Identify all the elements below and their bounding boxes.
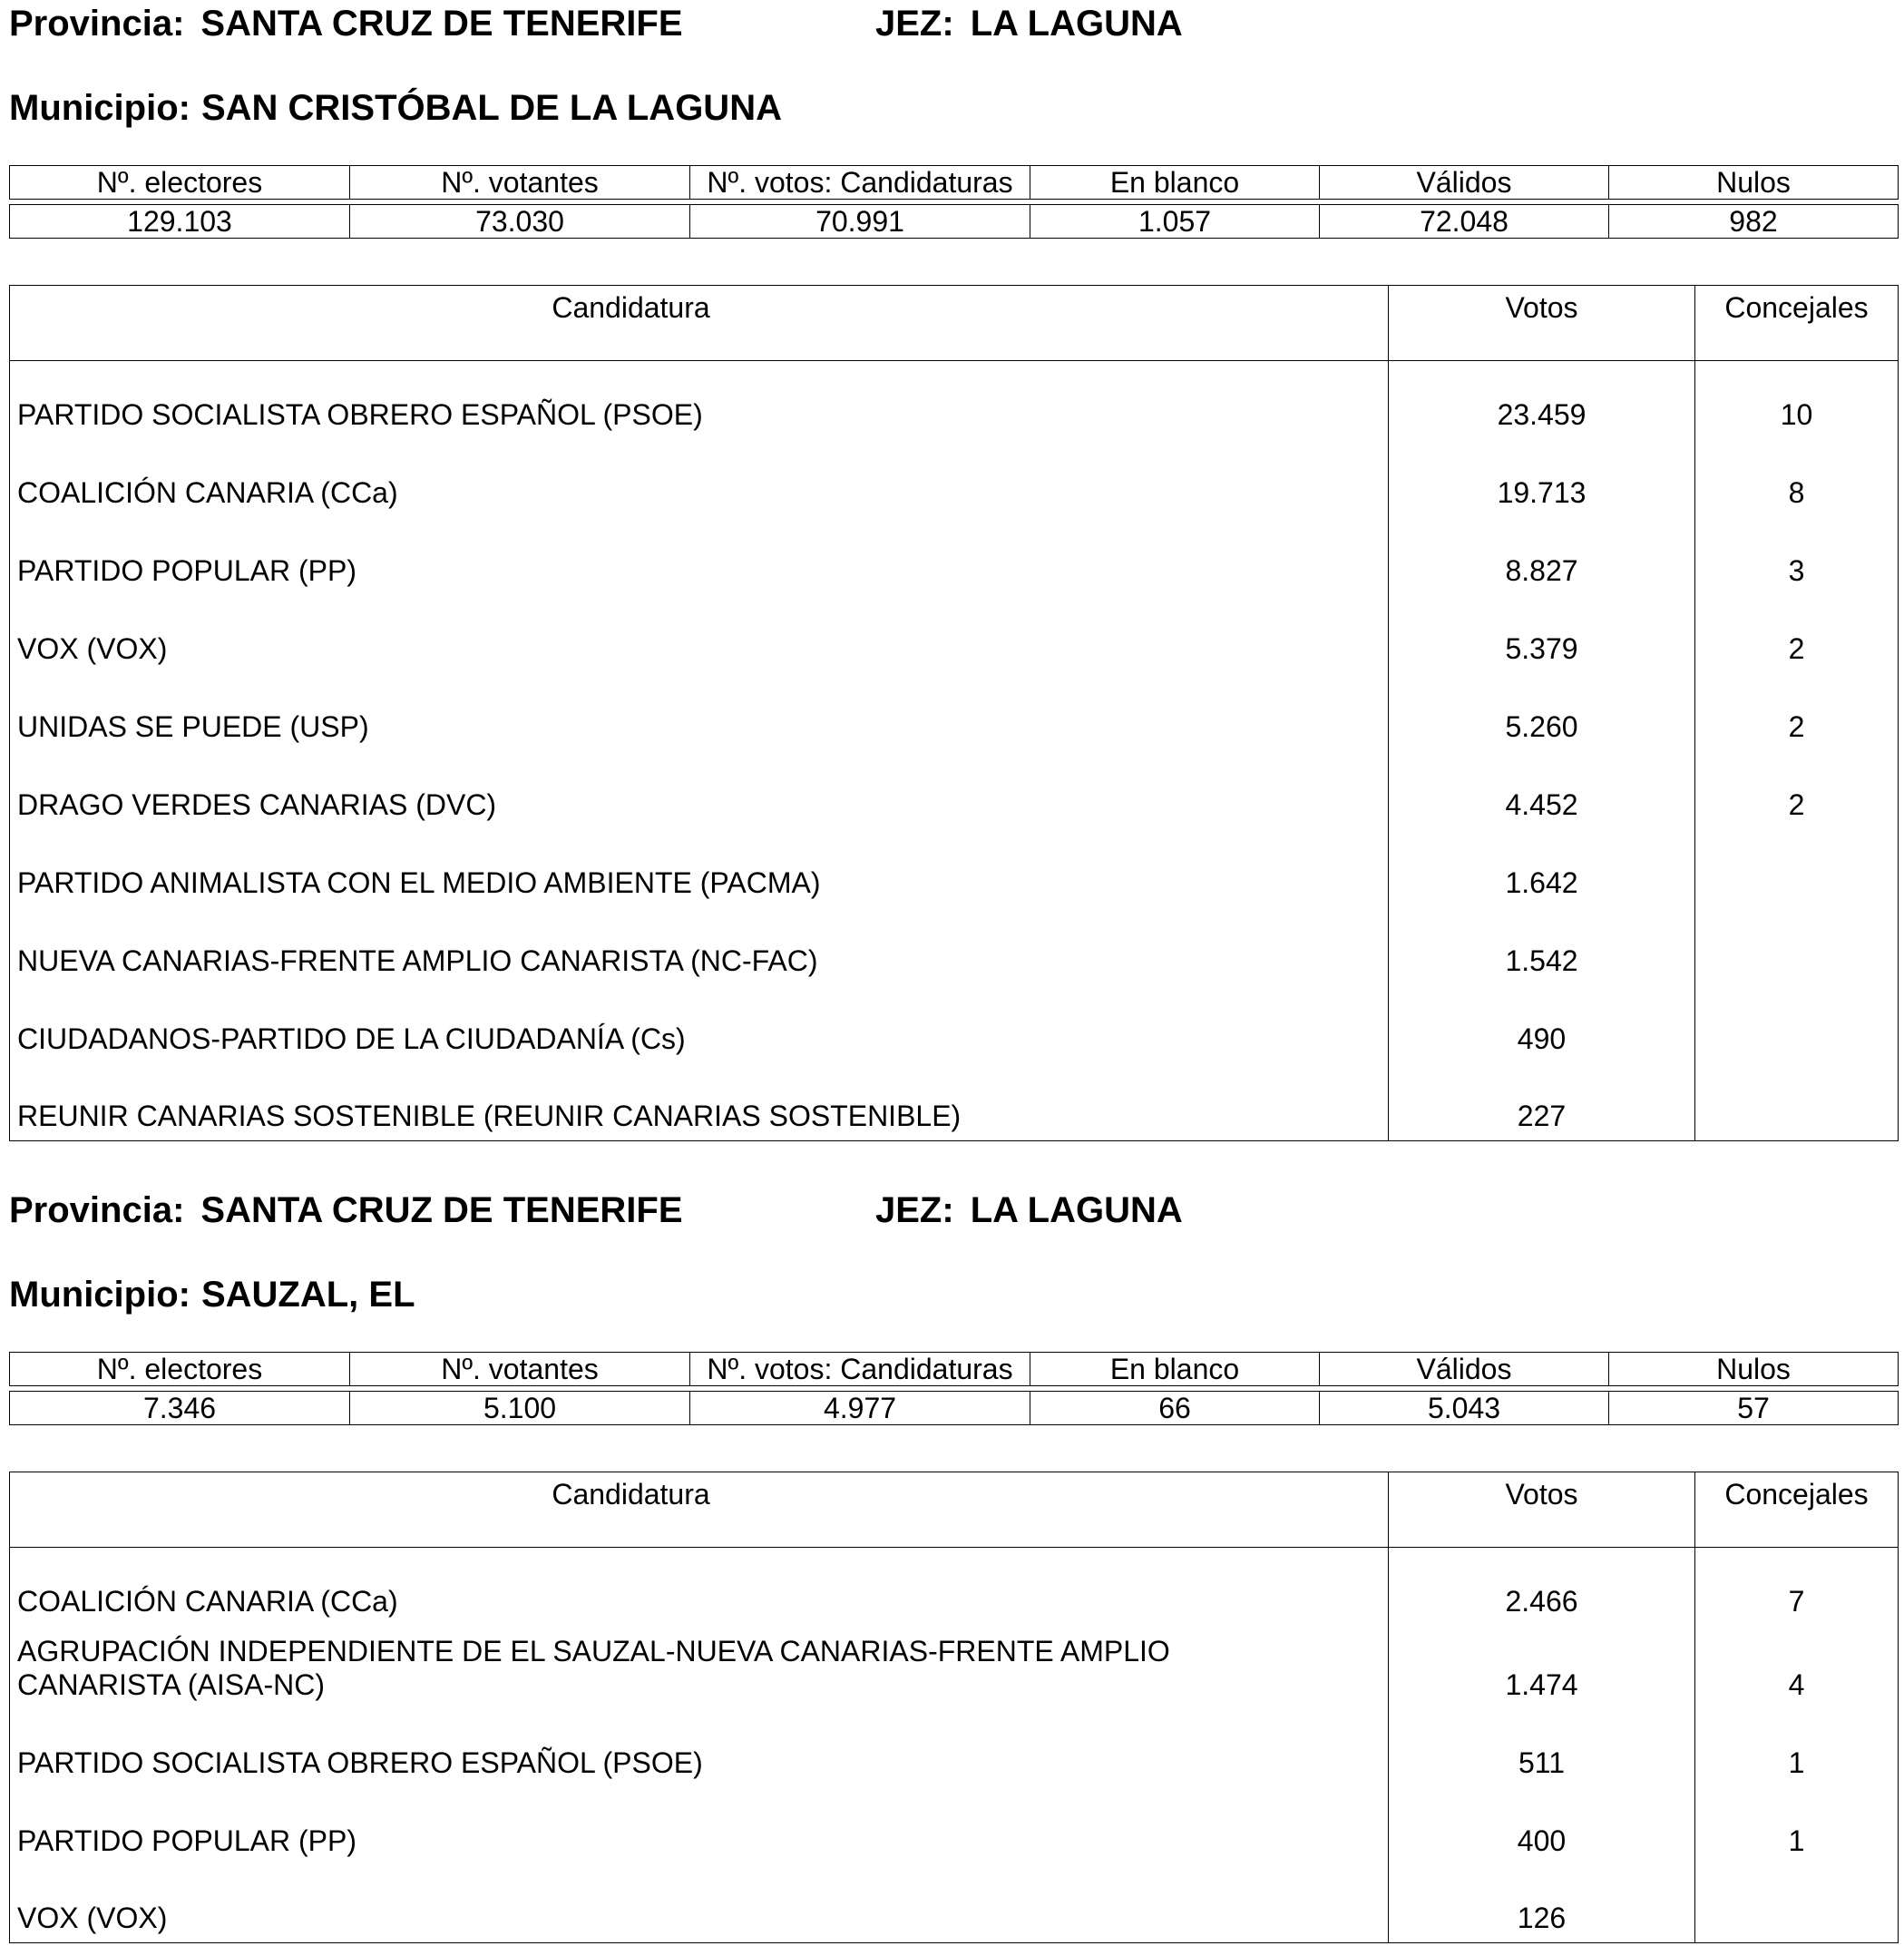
jez-label: JEZ: (875, 1190, 954, 1230)
col-header-concejales: Concejales (1695, 286, 1899, 361)
candidaturas-table (9, 285, 1899, 1141)
row-name: COALICIÓN CANARIA (CCa) (10, 1548, 1389, 1626)
row-concejales: 8 (1695, 439, 1899, 517)
row-name: AGRUPACIÓN INDEPENDIENTE DE EL SAUZAL-NUEVA CANARIAS-FRENTE AMPLIO CANARISTA (AISA-NC) (10, 1626, 1389, 1709)
provincia-label: Provincia: (9, 4, 185, 44)
stats-header-nulos: Nulos (1609, 166, 1899, 200)
row-concejales: 2 (1695, 595, 1899, 673)
table-row (10, 595, 1899, 673)
stats-table (9, 1352, 1899, 1425)
municipio-line (9, 1276, 415, 1313)
provincia-line (9, 5, 683, 42)
row-name: COALICIÓN CANARIA (CCa) (10, 439, 1389, 517)
stats-value-nulos: 982 (1609, 205, 1899, 239)
row-concejales: 10 (1695, 361, 1899, 439)
jez-line (875, 5, 1183, 42)
stats-header-votantes: Nº. votantes (350, 166, 690, 200)
row-name: PARTIDO POPULAR (PP) (10, 517, 1389, 595)
row-concejales: 2 (1695, 751, 1899, 829)
stats-header-candidaturas: Nº. votos: Candidaturas (690, 1353, 1030, 1386)
row-name: VOX (VOX) (10, 1865, 1389, 1943)
stats-value-votantes: 5.100 (350, 1392, 690, 1425)
table-row (10, 985, 1899, 1063)
stats-value-electores: 129.103 (10, 205, 350, 239)
col-header-candidatura: Candidatura (10, 286, 1389, 361)
row-name: NUEVA CANARIAS-FRENTE AMPLIO CANARISTA (NC-FAC) (10, 907, 1389, 985)
table-row (10, 439, 1899, 517)
row-votos: 5.260 (1389, 673, 1695, 751)
table-row (10, 517, 1899, 595)
municipio-label: Municipio: (9, 88, 190, 128)
row-concejales: 2 (1695, 673, 1899, 751)
row-name: UNIDAS SE PUEDE (USP) (10, 673, 1389, 751)
table-row (10, 1548, 1899, 1626)
stats-value-validos: 5.043 (1320, 1392, 1609, 1425)
municipio-value: SAUZAL, EL (200, 1275, 415, 1315)
row-concejales: 7 (1695, 1548, 1899, 1626)
row-name: PARTIDO ANIMALISTA CON EL MEDIO AMBIENTE (PACMA) (10, 829, 1389, 907)
municipio-line (9, 90, 782, 126)
row-name: VOX (VOX) (10, 595, 1389, 673)
candidaturas-table (9, 1472, 1899, 1943)
table-row (10, 361, 1899, 439)
col-header-votos: Votos (1389, 1472, 1695, 1548)
row-concejales (1695, 907, 1899, 985)
provincia-value: SANTA CRUZ DE TENERIFE (200, 4, 683, 44)
row-concejales (1695, 985, 1899, 1063)
row-votos: 5.379 (1389, 595, 1695, 673)
table-row (10, 1865, 1899, 1943)
stats-header-validos: Válidos (1320, 166, 1609, 200)
row-votos: 1.642 (1389, 829, 1695, 907)
table-row (10, 1063, 1899, 1141)
stats-header-electores: Nº. electores (10, 166, 350, 200)
row-votos: 126 (1389, 1865, 1695, 1943)
row-concejales: 3 (1695, 517, 1899, 595)
row-votos: 400 (1389, 1787, 1695, 1865)
table-row (10, 907, 1899, 985)
provincia-label: Provincia: (9, 1190, 185, 1230)
row-name: DRAGO VERDES CANARIAS (DVC) (10, 751, 1389, 829)
jez-value: LA LAGUNA (970, 4, 1183, 44)
row-name: REUNIR CANARIAS SOSTENIBLE (REUNIR CANARIAS SOSTENIBLE) (10, 1063, 1389, 1141)
stats-header-electores: Nº. electores (10, 1353, 350, 1386)
stats-value-validos: 72.048 (1320, 205, 1609, 239)
row-votos: 19.713 (1389, 439, 1695, 517)
row-concejales (1695, 1063, 1899, 1141)
stats-table (9, 165, 1899, 239)
table-row (10, 1709, 1899, 1787)
municipio-label: Municipio: (9, 1275, 190, 1315)
row-votos: 8.827 (1389, 517, 1695, 595)
table-row (10, 673, 1899, 751)
row-votos: 1.542 (1389, 907, 1695, 985)
jez-label: JEZ: (875, 4, 954, 44)
row-concejales: 1 (1695, 1787, 1899, 1865)
col-header-votos: Votos (1389, 286, 1695, 361)
table-row (10, 1626, 1899, 1709)
stats-value-blanco: 1.057 (1030, 205, 1320, 239)
col-header-concejales: Concejales (1695, 1472, 1899, 1548)
row-votos: 2.466 (1389, 1548, 1695, 1626)
row-votos: 490 (1389, 985, 1695, 1063)
stats-value-electores: 7.346 (10, 1392, 350, 1425)
stats-header-blanco: En blanco (1030, 1353, 1320, 1386)
stats-value-candidaturas: 4.977 (690, 1392, 1030, 1425)
stats-header-candidaturas: Nº. votos: Candidaturas (690, 166, 1030, 200)
row-name: CIUDADANOS-PARTIDO DE LA CIUDADANÍA (Cs) (10, 985, 1389, 1063)
row-votos: 4.452 (1389, 751, 1695, 829)
stats-value-nulos: 57 (1609, 1392, 1899, 1425)
stats-value-blanco: 66 (1030, 1392, 1320, 1425)
row-concejales: 1 (1695, 1709, 1899, 1787)
stats-header-nulos: Nulos (1609, 1353, 1899, 1386)
provincia-line (9, 1192, 683, 1228)
col-header-candidatura: Candidatura (10, 1472, 1389, 1548)
row-votos: 511 (1389, 1709, 1695, 1787)
stats-header-votantes: Nº. votantes (350, 1353, 690, 1386)
row-votos: 1.474 (1389, 1626, 1695, 1709)
row-name: PARTIDO SOCIALISTA OBRERO ESPAÑOL (PSOE) (10, 1709, 1389, 1787)
row-votos: 227 (1389, 1063, 1695, 1141)
row-concejales (1695, 1865, 1899, 1943)
row-votos: 23.459 (1389, 361, 1695, 439)
table-row (10, 1787, 1899, 1865)
stats-header-blanco: En blanco (1030, 166, 1320, 200)
stats-value-votantes: 73.030 (350, 205, 690, 239)
stats-value-candidaturas: 70.991 (690, 205, 1030, 239)
table-row (10, 829, 1899, 907)
row-concejales: 4 (1695, 1626, 1899, 1709)
row-name: PARTIDO POPULAR (PP) (10, 1787, 1389, 1865)
provincia-value: SANTA CRUZ DE TENERIFE (200, 1190, 683, 1230)
row-name: PARTIDO SOCIALISTA OBRERO ESPAÑOL (PSOE) (10, 361, 1389, 439)
table-row (10, 751, 1899, 829)
jez-line (875, 1192, 1183, 1228)
jez-value: LA LAGUNA (970, 1190, 1183, 1230)
municipio-value: SAN CRISTÓBAL DE LA LAGUNA (200, 88, 782, 128)
row-concejales (1695, 829, 1899, 907)
stats-header-validos: Válidos (1320, 1353, 1609, 1386)
